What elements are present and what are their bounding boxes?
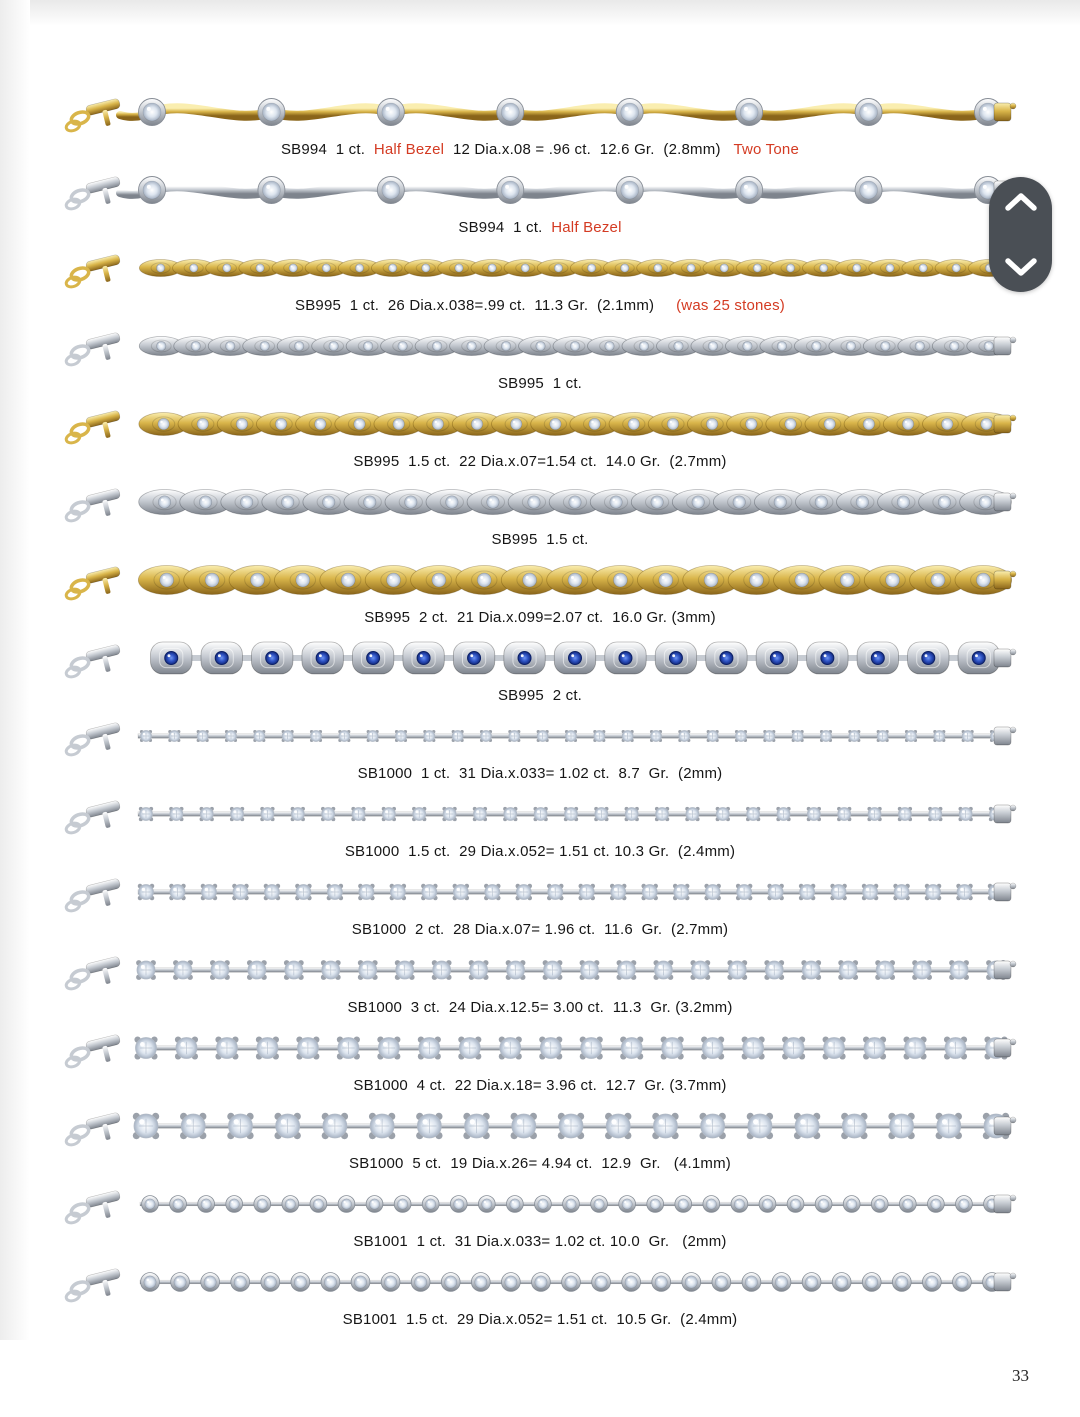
- bracelet-caption: [352, 920, 729, 942]
- bracelet-caption: [353, 452, 726, 474]
- bracelet-caption: [491, 530, 588, 552]
- bracelet-photo-sb995-2ct-gold: [60, 552, 1020, 608]
- bracelet-caption: [349, 1154, 731, 1176]
- bracelet-photo-sb995-15ct-gold: [60, 396, 1020, 452]
- bracelet-photo-sb995-2ct-sapphire: [60, 630, 1020, 686]
- bracelet-photo-sb1000-1ct: [60, 708, 1020, 764]
- caption-segment: SB995 1 ct. 26 Dia.x.038=.99 ct. 11.3 Gr. (2.1mm): [295, 297, 677, 314]
- bracelet-row: [0, 162, 1080, 240]
- caption-segment: SB995 1.5 ct.: [491, 531, 589, 548]
- bracelet-catalog: [0, 84, 1080, 1332]
- bracelet-row: [0, 942, 1080, 1020]
- bracelet-row: [0, 552, 1080, 630]
- bracelet-row: [0, 630, 1080, 708]
- bracelet-row: [0, 1254, 1080, 1332]
- bracelet-row: [0, 1020, 1080, 1098]
- caption-segment: Half Bezel: [373, 141, 445, 158]
- bracelet-caption: [281, 140, 799, 162]
- bracelet-row: [0, 1098, 1080, 1176]
- bracelet-caption: [364, 608, 716, 630]
- bracelet-photo-sb994-white: [60, 162, 1020, 218]
- caption-segment: Two Tone: [733, 141, 800, 158]
- caption-segment: SB995 2 ct. 21 Dia.x.099=2.07 ct. 16.0 Gr. (3mm): [364, 609, 716, 626]
- bracelet-photo-sb995-15ct-white: [60, 474, 1020, 530]
- bracelet-caption: [347, 998, 732, 1020]
- bracelet-caption: [295, 296, 785, 318]
- caption-segment: SB1000 3 ct. 24 Dia.x.12.5= 3.00 ct. 11.3 Gr. (3.2mm): [347, 999, 733, 1016]
- scroll-up-button[interactable]: [1001, 189, 1041, 215]
- bracelet-row: [0, 240, 1080, 318]
- caption-segment: SB1000 4 ct. 22 Dia.x.18= 3.96 ct. 12.7 Gr. (3.7mm): [353, 1077, 727, 1094]
- caption-segment: SB1000 1 ct. 31 Dia.x.033= 1.02 ct. 8.7 Gr. (2mm): [357, 765, 723, 782]
- bracelet-row: [0, 474, 1080, 552]
- bracelet-photo-sb1001-15ct: [60, 1254, 1020, 1310]
- bracelet-photo-sb1000-5ct: [60, 1098, 1020, 1154]
- caption-segment: SB994 1 ct.: [280, 141, 374, 158]
- bracelet-caption: [498, 374, 582, 396]
- page-number: 33: [1012, 1366, 1029, 1385]
- bracelet-photo-sb994-two-tone: [60, 84, 1020, 140]
- bracelet-photo-sb1000-2ct: [60, 864, 1020, 920]
- bracelet-row: [0, 864, 1080, 942]
- scroll-down-button[interactable]: [1001, 254, 1041, 280]
- bracelet-row: [0, 84, 1080, 162]
- bracelet-caption: [345, 842, 735, 864]
- bracelet-caption: [358, 764, 723, 786]
- scroll-widget: [989, 177, 1052, 292]
- bracelet-photo-sb1000-4ct: [60, 1020, 1020, 1076]
- caption-segment: (was 25 stones): [676, 297, 785, 314]
- caption-segment: SB1000 5 ct. 19 Dia.x.26= 4.94 ct. 12.9 Gr. (4.1mm): [349, 1155, 731, 1172]
- bracelet-row: [0, 1176, 1080, 1254]
- chevron-up-icon: [1003, 192, 1039, 212]
- caption-segment: SB1001 1.5 ct. 29 Dia.x.052= 1.51 ct. 10.5 Gr. (2.4mm): [342, 1311, 738, 1328]
- bracelet-row: [0, 786, 1080, 864]
- bracelet-caption: [498, 686, 582, 708]
- bracelet-photo-sb1000-3ct: [60, 942, 1020, 998]
- bracelet-row: [0, 396, 1080, 474]
- bracelet-photo-sb1000-15ct: [60, 786, 1020, 842]
- bracelet-caption: [353, 1232, 726, 1254]
- bracelet-row: [0, 708, 1080, 786]
- bracelet-photo-sb995-1ct-white: [60, 318, 1020, 374]
- caption-segment: SB995 1 ct.: [497, 375, 583, 392]
- bracelet-caption: [353, 1076, 726, 1098]
- caption-segment: SB1001 1 ct. 31 Dia.x.033= 1.02 ct. 10.0 Gr. (2mm): [353, 1233, 727, 1250]
- caption-segment: 12 Dia.x.08 = .96 ct. 12.6 Gr. (2.8mm): [444, 141, 734, 158]
- bracelet-caption: [343, 1310, 738, 1332]
- caption-segment: SB1000 1.5 ct. 29 Dia.x.052= 1.51 ct. 10.3 Gr. (2.4mm): [344, 843, 736, 860]
- chevron-down-icon: [1003, 257, 1039, 277]
- caption-segment: Half Bezel: [551, 219, 622, 236]
- page-edge-shading-top: [0, 0, 1080, 26]
- bracelet-caption: [458, 218, 621, 240]
- bracelet-photo-sb995-1ct-gold: [60, 240, 1020, 296]
- bracelet-photo-sb1001-1ct: [60, 1176, 1020, 1232]
- bracelet-row: [0, 318, 1080, 396]
- caption-segment: SB994 1 ct.: [458, 219, 552, 236]
- caption-segment: SB1000 2 ct. 28 Dia.x.07= 1.96 ct. 11.6 Gr. (2.7mm): [351, 921, 729, 938]
- caption-segment: SB995 1.5 ct. 22 Dia.x.07=1.54 ct. 14.0 Gr. (2.7mm): [353, 453, 727, 470]
- caption-segment: SB995 2 ct.: [497, 687, 583, 704]
